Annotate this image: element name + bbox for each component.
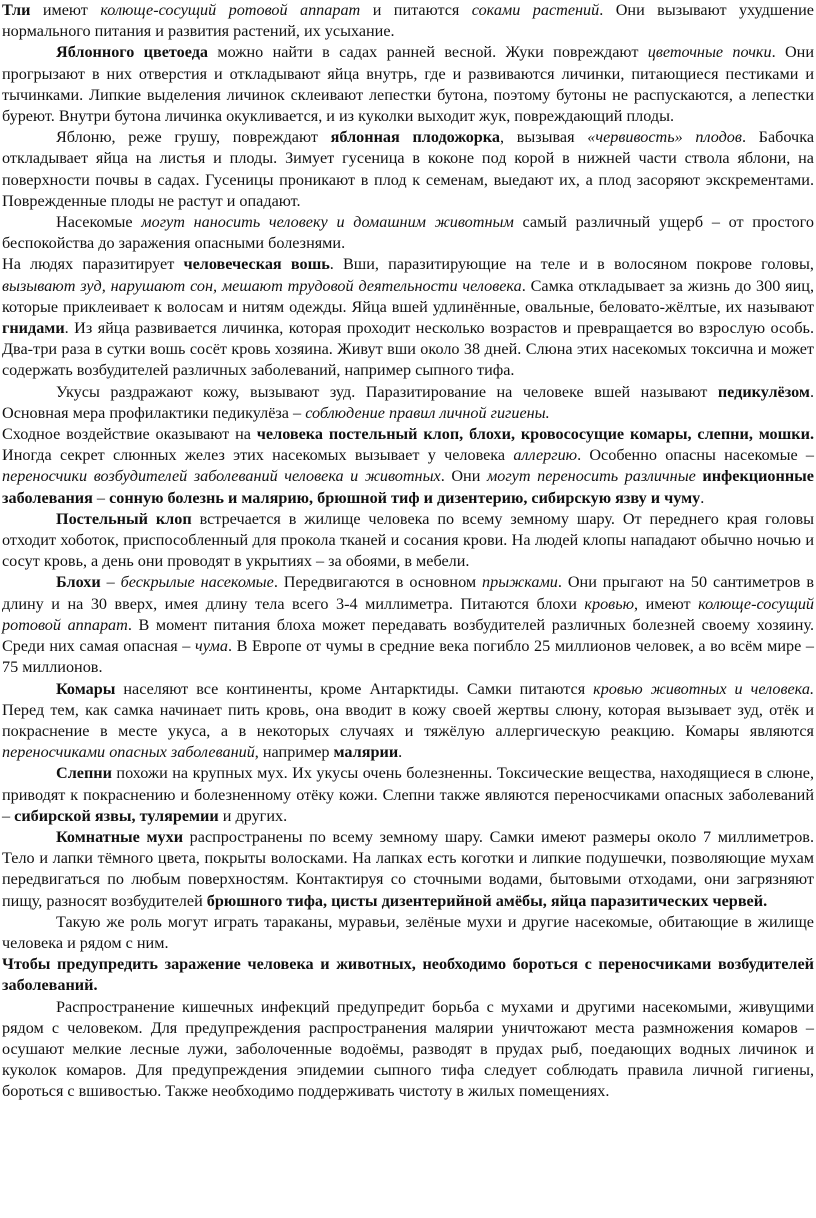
bold-term: Яблонного цветоеда bbox=[56, 43, 209, 62]
text-run: встречается в жилище человека по всему земному шару. От переднего края головы отходит хоботок, приспособленный для прокола тканей и сосания крови. На людей клопы нападают обычно ночью и сосут кровь, а день они проводят в укрытиях – за обоями, в мебели. bbox=[2, 509, 814, 571]
text-run: . Вши, паразитирующие на теле и в волосяном покрове головы, bbox=[329, 255, 814, 274]
text-run: похожи на крупных мух. Их укусы очень болезненны. Токсические вещества, находящиеся в слюне, приводят к покраснению и болезненному отёку кожи. Слепни также являются переносчиками опасных заболеваний – bbox=[2, 764, 814, 825]
italic-phrase: «червивость» плодов bbox=[587, 128, 742, 147]
text-run: . В момент питания блоха может передавать возбудителей различных болезней своему хозяину. Среди них самая опасная – bbox=[2, 615, 814, 656]
italic-phrase: колюще-сосущий ротовой аппарат bbox=[2, 594, 815, 634]
document-body bbox=[2, 0, 814, 1103]
bold-term: Комары bbox=[56, 679, 116, 698]
text-run: , вызывая bbox=[499, 128, 588, 147]
text-run: , например bbox=[254, 743, 334, 762]
text-run: и других. bbox=[218, 806, 288, 825]
bold-term: инфекционные заболевания bbox=[2, 467, 814, 507]
italic-phrase: переносчики возбудителей заболеваний человека и животных bbox=[2, 467, 441, 486]
text-run: Такую же роль могут играть тараканы, муравьи, зелёные мухи и другие насекомые, обитающие в жилище человека и рядом с ним. bbox=[2, 912, 814, 952]
text-run: . Самка откладывает за жизнь до 300 яиц, которые приклеивает к волосам и нитям одежды. Яйца вшей удлинённые, овальные, беловато-жёлтые, их называют bbox=[2, 276, 814, 316]
paragraph bbox=[2, 997, 814, 1103]
bold-term: брюшного тифа, цисты дизентерийной амёбы, яйца паразитических червей. bbox=[206, 891, 768, 910]
italic-phrase: колюще-сосущий ротовой аппарат bbox=[100, 1, 361, 19]
text-run: – bbox=[100, 573, 121, 592]
paragraph bbox=[2, 679, 814, 764]
paragraph bbox=[2, 424, 814, 509]
italic-phrase: чума bbox=[195, 637, 228, 656]
bold-term: Комнатные мухи bbox=[56, 827, 184, 846]
paragraph bbox=[2, 763, 814, 827]
text-run: Перед тем, как самка начинает пить кровь, она вводит в кожу своей жертвы слюну, которая вызывает зуд, отёк и покраснение в месте укуса, а в некоторых случаях и тяжёлую аллергическую реакцию. Комары являются bbox=[2, 700, 814, 740]
text-run: Насекомые bbox=[56, 213, 142, 232]
paragraph bbox=[2, 509, 814, 573]
text-run: имеют bbox=[30, 1, 101, 19]
text-run: самый различный ущерб – от простого беспокойства до заражения опасными болезнями. bbox=[2, 213, 815, 253]
paragraph bbox=[2, 127, 814, 212]
italic-phrase: переносчиками опасных заболеваний bbox=[2, 743, 255, 762]
italic-phrase: кровью bbox=[584, 594, 634, 613]
bold-term: сонную болезнь и малярию, брюшной тиф и дизентерию, сибирскую язву и чуму bbox=[109, 488, 701, 507]
text-run: Укусы раздражают кожу, вызывают зуд. Паразитирование на человеке вшей называют bbox=[56, 382, 718, 401]
paragraph bbox=[2, 572, 814, 678]
italic-phrase: аллергию bbox=[513, 446, 578, 465]
italic-phrase: соблюдение правил личной гигиены. bbox=[305, 403, 550, 422]
bold-term: гнидами bbox=[2, 319, 65, 338]
bold-term: Постельный клоп bbox=[56, 509, 192, 528]
paragraph bbox=[2, 0, 814, 42]
text-run: распространены по всему земному шару. Самки имеют размеры около 7 миллиметров. Тело и лапки тёмного цвета, покрыты волосками. На лапках есть коготки и липкие подушечки, позволяющие мухам передвигаться по любым поверхностям. Контактируя со сточными водами, бытовыми отходами, они загрязняют пищу, разносят возбудителей bbox=[2, 827, 814, 910]
italic-phrase: могут наносить человеку и домашним животным bbox=[141, 213, 514, 232]
text-run: , имеют bbox=[634, 594, 699, 613]
text-run: . Основная мера профилактики педикулёза – bbox=[2, 382, 814, 422]
bold-term: Тли bbox=[2, 1, 31, 19]
text-run: населяют все континенты, кроме Антарктиды. Самки питаются bbox=[115, 679, 594, 698]
text-run: Сходное воздействие оказывают на bbox=[2, 425, 257, 444]
text-run: . Они bbox=[440, 467, 487, 486]
italic-phrase: соками растений bbox=[471, 1, 600, 19]
text-run: – bbox=[92, 488, 110, 507]
paragraph bbox=[2, 382, 814, 424]
text-run: . Они прыгают на 50 сантиметров в длину и на 30 вверх, имея длину тела всего 3-4 миллиметра. Питаются блохи bbox=[2, 573, 814, 613]
paragraph bbox=[2, 827, 814, 912]
text-run: . Они вызывают ухудшение нормального питания и развития растений, их усыхание. bbox=[2, 1, 814, 41]
text-run: и питаются bbox=[360, 1, 472, 19]
bold-term: Блохи bbox=[56, 573, 101, 592]
text-run: Иногда секрет слюнных желез этих насекомых вызывает у человека bbox=[2, 446, 514, 465]
text-run: . Особенно опасны насекомые – bbox=[577, 446, 814, 465]
bold-term: педикулёзом bbox=[717, 382, 810, 401]
italic-phrase: кровью животных и человека. bbox=[593, 679, 814, 698]
paragraph bbox=[2, 212, 814, 254]
paragraph bbox=[2, 954, 814, 996]
bold-term: Слепни bbox=[56, 764, 112, 783]
text-run: Яблоню, реже грушу, повреждают bbox=[56, 128, 331, 147]
bold-term: человеческая вошь bbox=[183, 255, 330, 274]
text-run: . Передвигаются в основном bbox=[273, 573, 482, 592]
text-run: . bbox=[398, 743, 403, 762]
bold-term: Чтобы предупредить заражение человека и животных, необходимо бороться с переносчиками возбудителей заболеваний. bbox=[2, 955, 814, 995]
text-run: . В Европе от чумы в средние века погибло 25 миллионов человек, а во всём мире – 75 миллионов. bbox=[2, 637, 814, 677]
bold-term: человека постельный клоп, блохи, кровососущие комары, слепни, мошки. bbox=[256, 425, 814, 444]
bold-term: яблонная плодожорка bbox=[330, 128, 500, 147]
text-run: . Бабочка откладывает яйца на листья и плоды. Зимует гусеница в коконе под корой в нижней части ствола яблони, на поверхности почвы в садах. Гусеницы проникают в плод к семенам, выедают их, а плод засоряют экскрементами. Поврежденные плоды не растут и опадают. bbox=[2, 128, 815, 210]
italic-phrase: вызывают зуд, нарушают сон, мешают трудовой деятельности человека bbox=[2, 276, 522, 295]
italic-phrase: бескрылые насекомые bbox=[120, 573, 274, 592]
paragraph bbox=[2, 254, 814, 381]
text-run: . Они прогрызают в них отверстия и откладывают яйца внутрь, где и развиваются личинки, питающиеся пестиками и тычинками. Липкие выделения личинок склеивают лепестки бутона, поэтому бутоны не распускаются, а лепестки буреют. Внутри бутона личинка окукливается, и из куколки выходит жук, повреждающий плоды. bbox=[2, 43, 814, 126]
bold-term: сибирской язвы, туляремии bbox=[14, 806, 219, 825]
paragraph bbox=[2, 42, 814, 127]
italic-phrase: прыжками bbox=[482, 573, 558, 592]
bold-term: малярии bbox=[333, 743, 399, 762]
paragraph bbox=[2, 912, 814, 954]
italic-phrase: цветочные почки bbox=[647, 43, 772, 62]
text-run: На людях паразитирует bbox=[2, 255, 184, 274]
text-run: . bbox=[700, 488, 705, 507]
italic-phrase: могут переносить различные bbox=[486, 467, 696, 486]
text-run: можно найти в садах ранней весной. Жуки повреждают bbox=[208, 43, 648, 62]
text-run: . Из яйца развивается личинка, которая проходит несколько возрастов и превращается во взрослую особь. Два-три раза в сутки вошь сосёт кровь хозяина. Живут вши около 38 дней. Слюна этих насекомых токсична и может содержать возбудителей различных заболеваний, например сыпного тифа. bbox=[2, 319, 814, 380]
text-run: Распространение кишечных инфекций предупредит борьба с мухами и другими насекомыми, живущими рядом с человеком. Для предупреждения распространения малярии уничтожают места размножения комаров – осушают мелкие лесные лужи, заболоченные водоёмы, разводят в прудах рыб, поедающих водных личинок и куколок комаров. Для предупреждения эпидемии сыпного тифа следует соблюдать правила личной гигиены, бороться с вшивостью. Также необходимо поддерживать чистоту в жилых помещениях. bbox=[2, 997, 814, 1101]
